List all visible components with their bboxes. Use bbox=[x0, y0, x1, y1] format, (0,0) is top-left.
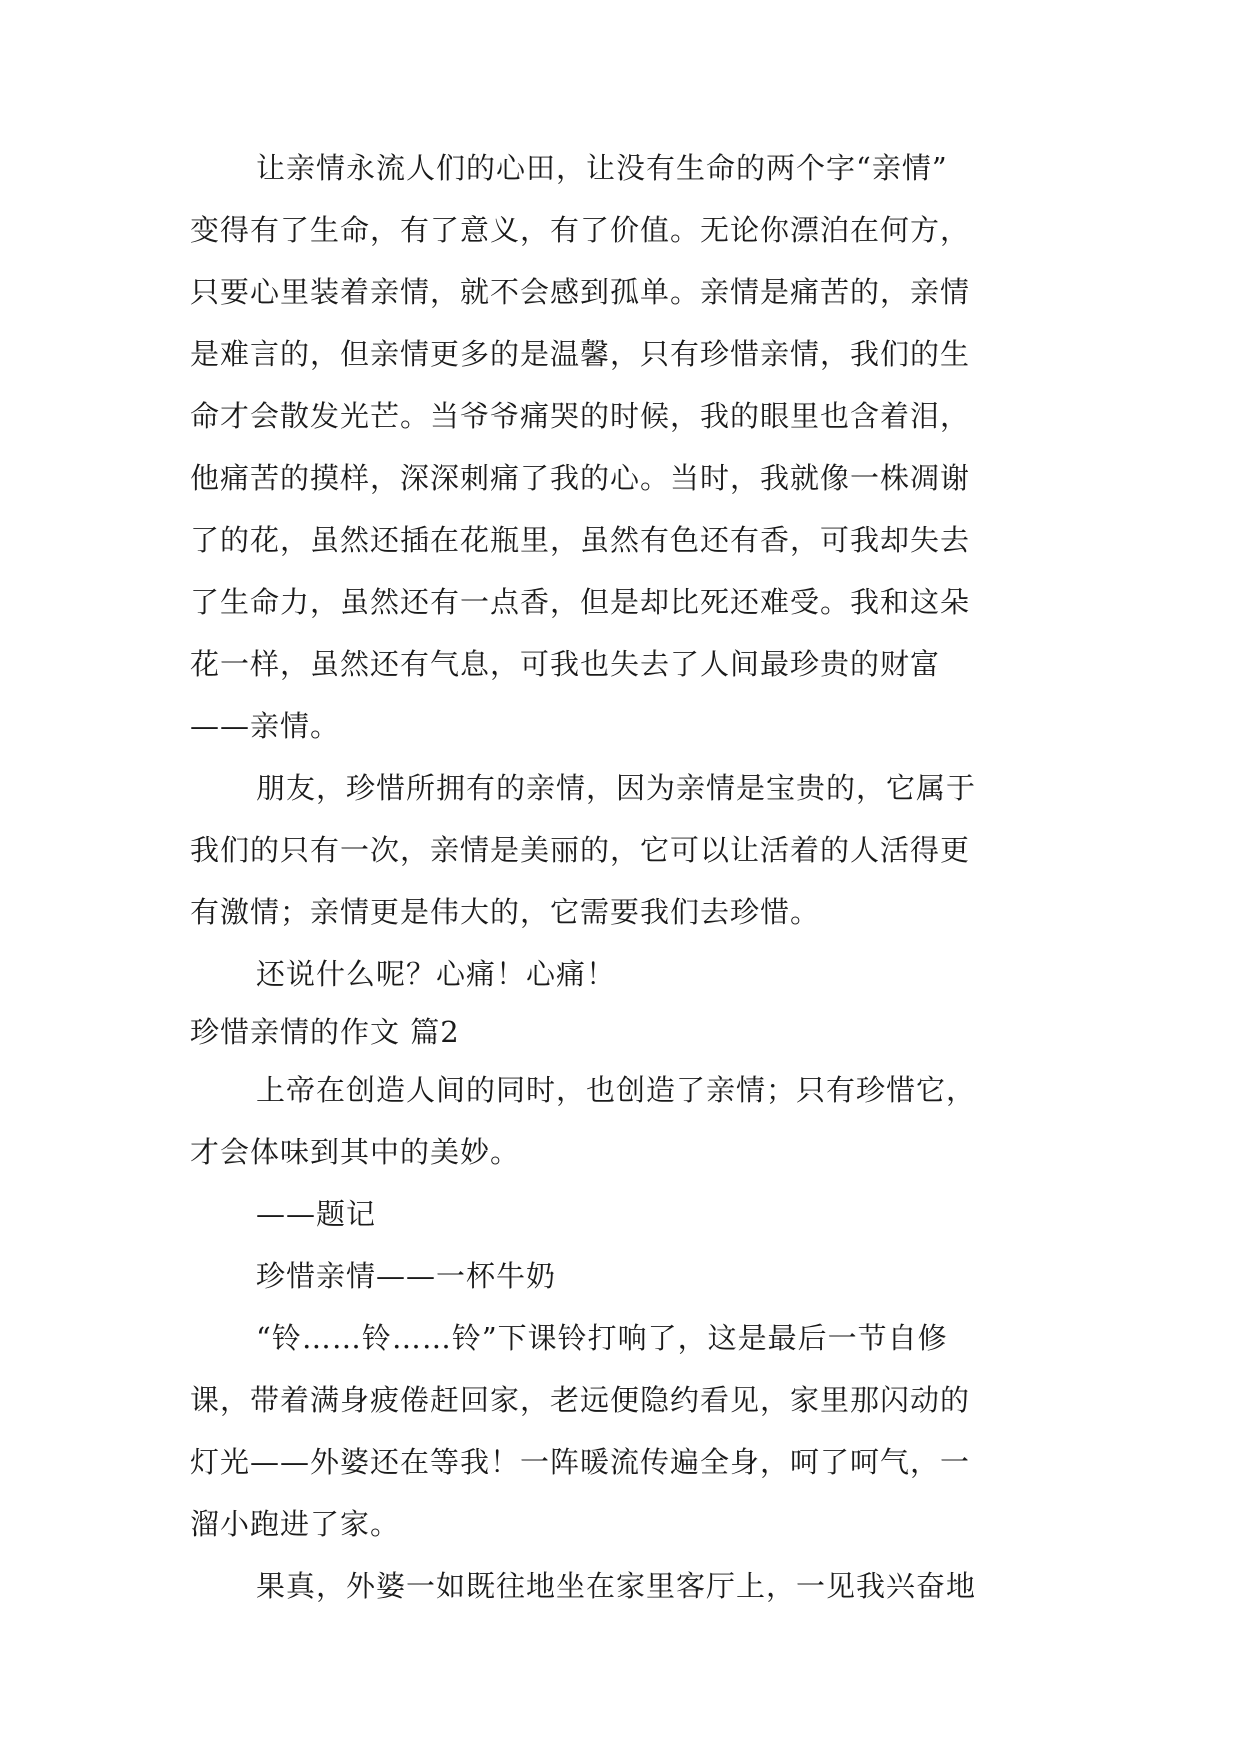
paragraph-line: 了的花，虽然还插在花瓶里，虽然有色还有香，可我却失去 bbox=[190, 523, 971, 557]
paragraph-line: 上帝在创造人间的同时，也创造了亲情；只有珍惜它， bbox=[256, 1073, 977, 1107]
paragraph-line: 花一样，虽然还有气息，可我也失去了人间最珍贵的财富 bbox=[190, 647, 941, 681]
paragraph-line: 是难言的，但亲情更多的是温馨，只有珍惜亲情，我们的生 bbox=[190, 337, 971, 371]
subtitle-line: 珍惜亲情——一杯牛奶 bbox=[256, 1259, 557, 1293]
paragraph-line: 只要心里装着亲情，就不会感到孤单。亲情是痛苦的，亲情 bbox=[190, 275, 971, 309]
paragraph-line: 他痛苦的摸样，深深刺痛了我的心。当时，我就像一株凋谢 bbox=[190, 461, 971, 495]
paragraph-line: 变得有了生命，有了意义，有了价值。无论你漂泊在何方， bbox=[190, 213, 971, 247]
paragraph-line: 有激情；亲情更是伟大的，它需要我们去珍惜。 bbox=[190, 895, 821, 929]
paragraph-line: 让亲情永流人们的心田，让没有生命的两个字“亲情” bbox=[256, 151, 948, 185]
paragraph-line: “铃……铃……铃”下课铃打响了，这是最后一节自修 bbox=[256, 1321, 948, 1355]
paragraph-line: 溜小跑进了家。 bbox=[190, 1507, 401, 1541]
paragraph-line: 灯光——外婆还在等我！一阵暖流传遍全身，呵了呵气，一 bbox=[190, 1445, 971, 1479]
paragraph-line: 才会体味到其中的美妙。 bbox=[190, 1135, 521, 1169]
paragraph-line: 我们的只有一次，亲情是美丽的，它可以让活着的人活得更 bbox=[190, 833, 971, 867]
paragraph-line: 了生命力，虽然还有一点香，但是却比死还难受。我和这朵 bbox=[190, 585, 971, 619]
paragraph-line: 课，带着满身疲倦赶回家，老远便隐约看见，家里那闪动的 bbox=[190, 1383, 971, 1417]
epigraph-attribution: ——题记 bbox=[256, 1197, 377, 1231]
paragraph-line: 命才会散发光芒。当爷爷痛哭的时候，我的眼里也含着泪， bbox=[190, 399, 971, 433]
paragraph-line: 还说什么呢？心痛！心痛！ bbox=[256, 957, 617, 991]
paragraph-line: 朋友，珍惜所拥有的亲情，因为亲情是宝贵的，它属于 bbox=[256, 771, 977, 805]
paragraph-line: ——亲情。 bbox=[190, 709, 341, 743]
section-heading: 珍惜亲情的作文 篇2 bbox=[190, 1015, 460, 1049]
paragraph-line: 果真，外婆一如既往地坐在家里客厅上，一见我兴奋地 bbox=[256, 1569, 977, 1603]
